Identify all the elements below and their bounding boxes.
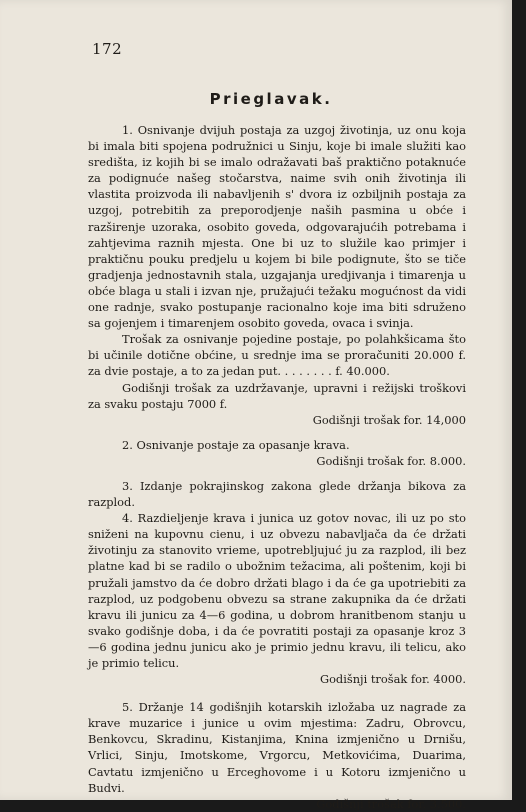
section-5-annual-total: Godišnji trošak for. 3.500. <box>316 796 466 811</box>
section-3-paragraph: 3. Izdanje pokrajinskog zakona glede držanja bikova za razplod. <box>88 478 466 510</box>
section-4-annual-total: Godišnji trošak for. 4000. <box>319 672 466 687</box>
page-title: Prieglavak. <box>209 90 333 108</box>
section-1-annual-paragraph: Godišnji trošak za uzdržavanje, upravni i režijski troškovi za svaku postaju 7000 f. <box>88 380 466 411</box>
page-number: 172 <box>92 40 123 58</box>
section-4-paragraph: 4. Razdieljenje krava i junica uz gotov novac, ili uz po sto sniženi na kupovnu cienu, i uz obvezu nabavljača da će držati životinju za stanovito vrieme, upotrebljujuć ju za razplod, ili bez platne kad bi se radilo o ubožnim težacima, ali poštenim, koji bi pružali jamstvo da će dobro držati blago i da će ga upotriebiti za razplod, uz podgobenu obvezu sa strane zakupnika da će držati kravu ili junicu za 4—6 godina, u dobrom hranitbenom stanju u svako godišnje doba, i da će povratiti postaji za opasanje kroz 3—6 godina jednu junicu ako je primio jednu kravu, ili telicu, ako je primio telicu. <box>88 511 466 670</box>
section-1-cost-paragraph: Trošak za osnivanje pojedine postaje, po polahkšicama što bi učinile dotične obćine, u srednje ima se proračuniti 20.000 f. za dvie postaje, a to za jedan put. . . . . . . . f. 40.000. <box>88 332 466 379</box>
section-5-paragraph: 5. Držanje 14 godišnjih kotarskih izložaba uz nagrade za krave muzarice i junice u ovim mjestima: Zadru, Obrovcu, Benkovcu, Skradinu, Kistanjima, Knina izmjenično u Drnišu, Vrlici, Sinju, Imotskome, Vrgorcu, Metkovićima, Duarima, Cavtatu izmjenično u Erceghovome i u Kotoru izmjenično u Budvi. <box>88 700 466 795</box>
section-2-paragraph: 2. Osnivanje postaje za opasanje krava. <box>122 437 350 452</box>
document-body <box>88 122 466 812</box>
section-2-annual-total: Godišnji trošak for. 8.000. <box>316 453 466 468</box>
section-1-annual-total: Godišnji trošak for. 14,000 <box>312 412 466 427</box>
section-1-paragraph: 1. Osnivanje dvijuh postaja za uzgoj životinja, uz onu koja bi imala biti spojena podružnici u Sinju, koje bi imale služiti kao središta, iz kojih bi se imalo odražavati baš praktično potaknuće za podignuće našeg stočarstva, naime svih onih životinja ili vlastita proizvoda ili nabavljenih s' dvora iz ozbiljnih postaja za uzgoj, potrebitih za preporodjenje naših pasmina u obće i razširenje uzoraka, osobito goveda, odgovarajućih potrebama i zahtjevima raznih mjesta. One bi uz to služile kao primjer i praktičnu pouku predjelu u kojem bi bile podignute, što se tiče gradjenja jednostavnih stala, uzgajanja uredjivanja i timarenja u obće blaga u stali i izvan nje, pružajući težaku mogućnost da vidi one radnje, svako postupanje racionalno koje ima biti sdruženo sa gojenjem i timarenjem osobito goveda, ovaca i svinja. <box>88 123 466 331</box>
